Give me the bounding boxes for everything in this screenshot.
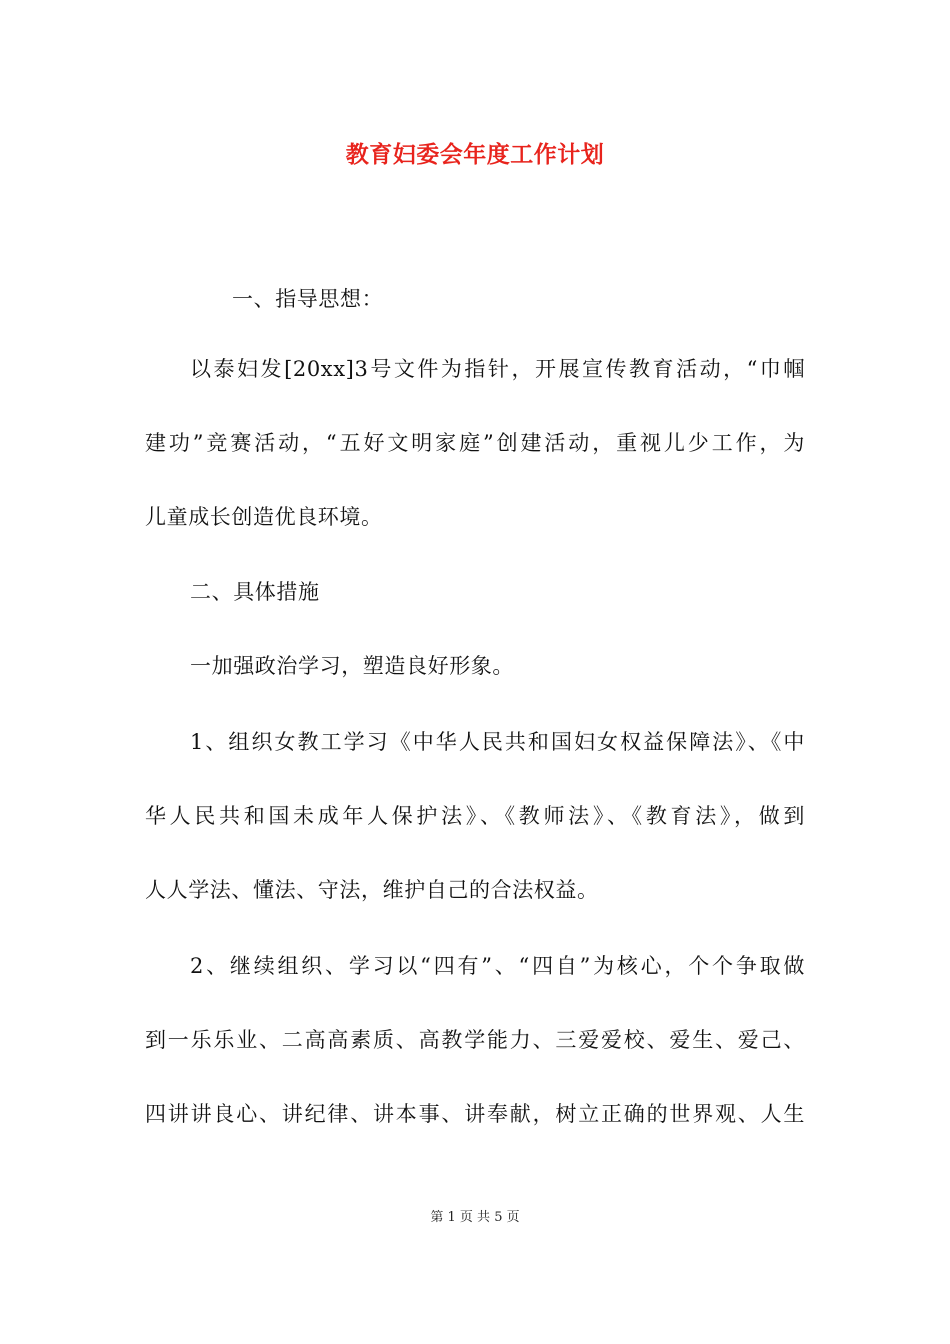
paragraph-line: 1、组织女教工学习《中华人民共和国妇女权益保障法》、《中 bbox=[190, 730, 805, 754]
page-number: 第 1 页 共 5 页 bbox=[430, 1210, 520, 1225]
section-heading-guiding-ideology: 一、指导思想： bbox=[232, 287, 384, 311]
section-heading-measures: 二、具体措施 bbox=[190, 580, 320, 604]
paragraph-line: 儿童成长创造优良环境。 bbox=[145, 505, 383, 529]
paragraph-line: 华人民共和国未成年人保护法》、《教师法》、《教育法》，做到 bbox=[145, 804, 805, 828]
paragraph-line: 四讲讲良心、讲纪律、讲本事、讲奉献，树立正确的世界观、人生 bbox=[145, 1102, 805, 1126]
paragraph-line: 以泰妇发[20xx]3号文件为指针，开展宣传教育活动，“巾帼 bbox=[190, 357, 805, 381]
paragraph-line: 到一乐乐业、二高高素质、高教学能力、三爱爱校、爱生、爱己、 bbox=[145, 1028, 805, 1052]
paragraph-line: 一加强政治学习，塑造良好形象。 bbox=[190, 654, 514, 678]
paragraph-line: 2、继续组织、学习以“四有”、“四自”为核心，个个争取做 bbox=[190, 954, 805, 978]
paragraph-line: 人人学法、懂法、守法，维护自己的合法权益。 bbox=[145, 878, 599, 902]
paragraph-line: 建功”竞赛活动，“五好文明家庭”创建活动，重视儿少工作，为 bbox=[145, 431, 805, 455]
document-title: 教育妇委会年度工作计划 bbox=[345, 141, 605, 168]
